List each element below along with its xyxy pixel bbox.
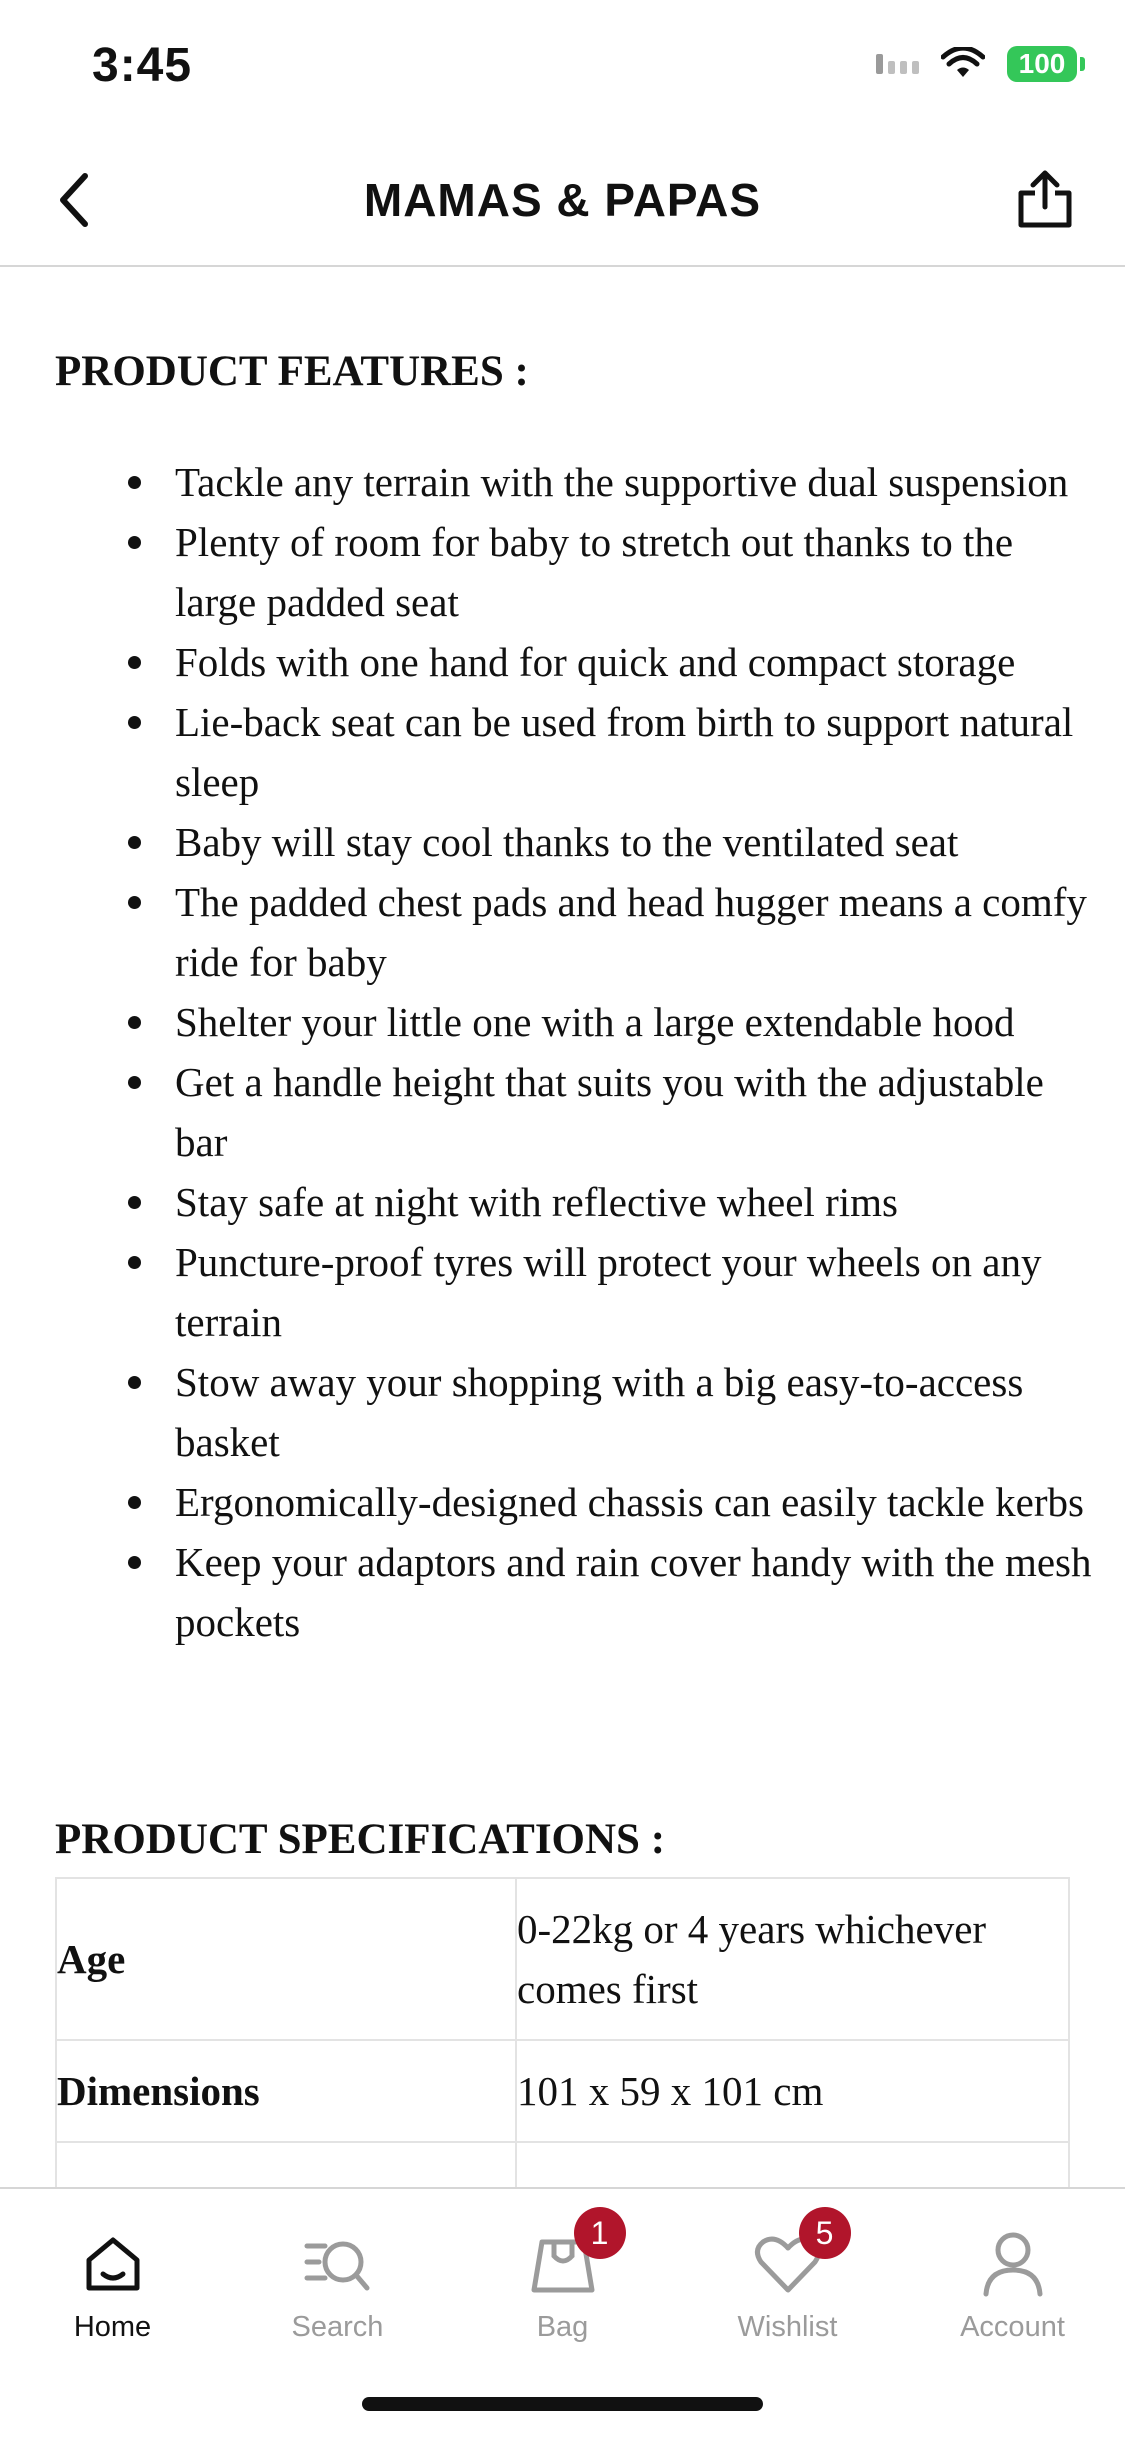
spec-key	[56, 2142, 516, 2187]
table-row	[56, 2142, 1069, 2187]
bag-icon	[528, 2214, 609, 2299]
cellular-signal-icon	[876, 54, 919, 74]
wifi-icon	[941, 47, 985, 81]
tab-wishlist[interactable]	[675, 2189, 900, 2349]
account-icon	[978, 2229, 1048, 2299]
feature-item: Keep your adaptors and rain cover handy with the mesh pockets	[55, 1532, 1095, 1652]
feature-item: Puncture-proof tyres will protect your wheels on any terrain	[55, 1232, 1095, 1352]
bag-count-badge: 1	[574, 2207, 626, 2259]
features-heading: PRODUCT FEATURES :	[55, 348, 529, 395]
feature-item: The padded chest pads and head hugger means a comfy ride for baby	[55, 872, 1095, 992]
feature-item: Lie-back seat can be used from birth to support natural sleep	[55, 692, 1095, 812]
status-bar	[0, 0, 1125, 135]
tab-bar	[0, 2187, 1125, 2438]
spec-value	[516, 2142, 1069, 2187]
feature-item: Tackle any terrain with the supportive dual suspension	[55, 452, 1095, 512]
search-icon	[303, 2229, 373, 2299]
spec-key: Age	[56, 1878, 516, 2040]
features-list	[55, 452, 1095, 1652]
tab-label: Bag	[536, 2311, 589, 2343]
feature-item: Get a handle height that suits you with the adjustable bar	[55, 1052, 1095, 1172]
nav-bar	[0, 135, 1125, 267]
feature-item: Shelter your little one with a large extendable hood	[55, 992, 1095, 1052]
tab-bag[interactable]	[450, 2189, 675, 2349]
page-title: MAMAS & PAPAS	[363, 174, 762, 226]
table-row	[56, 2040, 1069, 2142]
feature-item: Stay safe at night with reflective wheel rims	[55, 1172, 1095, 1232]
tab-label: Wishlist	[737, 2311, 838, 2343]
share-button[interactable]	[1005, 159, 1085, 239]
tab-label: Home	[73, 2311, 152, 2343]
specifications-table	[55, 1877, 1070, 2187]
wishlist-count-badge: 5	[799, 2207, 851, 2259]
feature-item: Ergonomically-designed chassis can easily tackle kerbs	[55, 1472, 1095, 1532]
feature-item: Folds with one hand for quick and compact storage	[55, 632, 1095, 692]
product-details-content[interactable]	[0, 267, 1125, 2187]
tab-home[interactable]	[0, 2189, 225, 2349]
table-row	[56, 1878, 1069, 2040]
battery-indicator	[1007, 46, 1077, 82]
share-icon	[1015, 167, 1075, 231]
tab-search[interactable]	[225, 2189, 450, 2349]
spec-value: 0-22kg or 4 years whichever comes first	[516, 1878, 1069, 2040]
status-time: 3:45	[92, 39, 193, 92]
tab-label: Account	[960, 2311, 1065, 2343]
tab-label: Search	[291, 2311, 384, 2343]
feature-item: Plenty of room for baby to stretch out thanks to the large padded seat	[55, 512, 1095, 632]
feature-item: Stow away your shopping with a big easy-to-access basket	[55, 1352, 1095, 1472]
spec-value: 101 x 59 x 101 cm	[516, 2040, 1069, 2142]
specifications-heading: PRODUCT SPECIFICATIONS :	[55, 1816, 666, 1863]
battery-level: 100	[1018, 48, 1066, 79]
spec-key: Dimensions	[56, 2040, 516, 2142]
home-icon	[78, 2229, 148, 2299]
heart-icon	[753, 2214, 834, 2299]
status-indicators	[876, 46, 1077, 82]
feature-item: Baby will stay cool thanks to the ventilated seat	[55, 812, 1095, 872]
home-indicator	[362, 2397, 763, 2411]
tab-account[interactable]	[900, 2189, 1125, 2349]
